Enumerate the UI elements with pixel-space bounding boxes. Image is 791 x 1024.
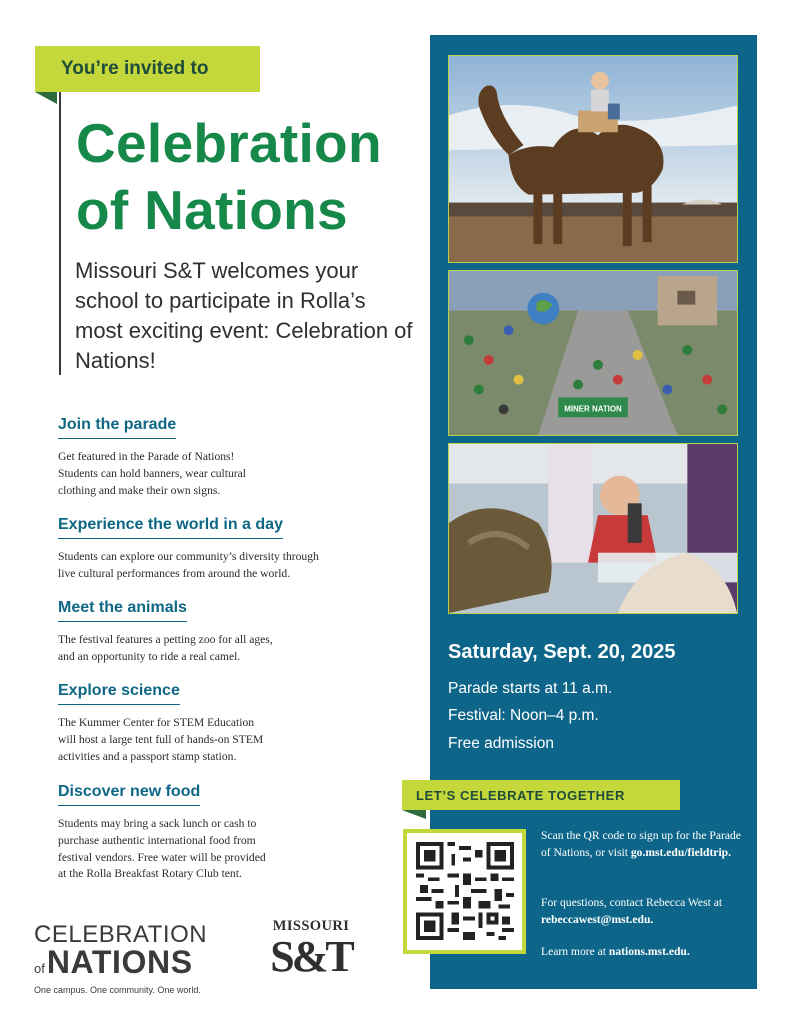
signup-text: Scan the QR code to sign up for the Parade of Nations, or visit go.mst.edu/fieldtrip. — [541, 829, 741, 860]
page-title — [76, 110, 382, 244]
section-heading: Experience the world in a day — [58, 516, 283, 539]
section-heading: Discover new food — [58, 783, 200, 806]
parade-photo — [448, 270, 738, 436]
event-date: Saturday, Sept. 20, 2025 — [448, 641, 676, 663]
missouri-st-logo — [268, 918, 354, 979]
qr-code[interactable] — [416, 842, 514, 940]
fieldtrip-link[interactable]: go.mst.edu/fieldtrip — [630, 846, 729, 860]
section-body: The Kummer Center for STEM Education will host a large tent full of hands-on STEM activities and a passport stamp station. — [58, 716, 264, 763]
section-heading: Explore science — [58, 682, 180, 705]
admission-info: Free admission — [448, 735, 554, 752]
section-meet-animals — [58, 599, 403, 666]
invite-tag-fold — [35, 92, 57, 104]
title-line-1: Celebration — [76, 112, 382, 174]
invite-tag — [35, 46, 260, 92]
science-photo — [448, 443, 738, 614]
contact-email-link[interactable]: rebeccawest@mst.edu — [541, 913, 651, 927]
logo-line-celebration: CELEBRATION — [34, 921, 208, 948]
section-body: Students can explore our community’s diversity through live cultural performances from around the world. — [58, 550, 319, 580]
logo-tagline: One campus. One community. One world. — [34, 985, 201, 995]
section-heading: Join the parade — [58, 416, 176, 439]
intro-text: Missouri S&T welcomes your school to participate in Rolla’s most exciting event: Celebration of Nations! — [75, 258, 413, 373]
title-line-2: of Nations — [76, 179, 348, 242]
title-rule — [59, 92, 61, 375]
section-discover-food — [58, 783, 403, 883]
section-body: The festival features a petting zoo for all ages, and an opportunity to ride a real camel. — [58, 633, 273, 663]
parade-time: Parade starts at 11 a.m. — [448, 680, 613, 697]
invite-text: You’re invited to — [61, 58, 209, 79]
section-explore-science — [58, 682, 403, 765]
logo-line-nations: ofNATIONS — [34, 944, 193, 980]
missouri-wordmark: MISSOURI — [272, 918, 350, 934]
parade-banner-sign: MINER NATION — [564, 404, 622, 414]
section-experience-world — [58, 516, 403, 583]
celebrate-banner-text: LET’S CELEBRATE TOGETHER — [416, 788, 625, 803]
camel-ride-photo — [448, 55, 738, 263]
section-heading: Meet the animals — [58, 599, 187, 622]
celebrate-banner — [402, 780, 680, 810]
section-body: Get featured in the Parade of Nations! Students can hold banners, wear cultural clothing and make their own signs. — [58, 450, 247, 497]
festival-time: Festival: Noon–4 p.m. — [448, 707, 599, 724]
section-body: Students may bring a sack lunch or cash to purchase authentic international food from festival vendors. Free water will be provided at the Rolla Breakfast Rotary Club tent. — [58, 817, 266, 881]
section-join-parade — [58, 416, 403, 499]
learn-more-text: Learn more at nations.mst.edu. — [541, 945, 690, 958]
nations-site-link[interactable]: nations.mst.edu — [608, 945, 687, 958]
celebration-of-nations-logo — [34, 922, 207, 995]
celebrate-banner-fold — [402, 810, 426, 819]
st-wordmark: S&T — [270, 932, 352, 981]
contact-text: For questions, contact Rebecca West at rebeccawest@mst.edu. — [541, 896, 723, 927]
